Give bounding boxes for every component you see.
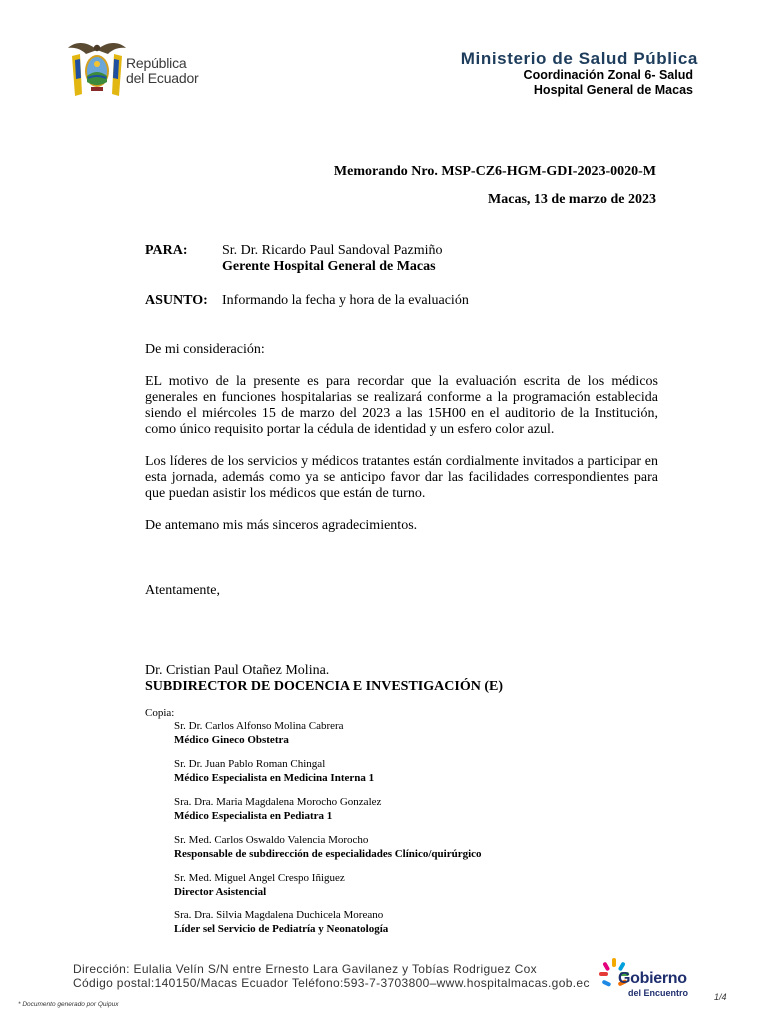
copy-role: Director Asistencial xyxy=(174,886,267,898)
coat-of-arms-icon xyxy=(66,38,128,100)
memo-number: Memorando Nro. MSP-CZ6-HGM-GDI-2023-0020-M xyxy=(333,164,656,179)
copy-role: Médico Gineco Obstetra xyxy=(174,734,289,746)
republic-line2: del Ecuador xyxy=(126,70,199,86)
footer-address: Dirección: Eulalia Velín S/N entre Ernesto Lara Gavilanez y Tobías Rodriguez Cox xyxy=(73,962,538,976)
copy-name: Sr. Med. Miguel Angel Crespo Iñiguez xyxy=(174,872,345,884)
coordination-name: Coordinación Zonal 6- Salud xyxy=(523,68,693,82)
gobierno-del-encuentro-logo xyxy=(598,954,708,1000)
copy-name: Sra. Dra. Maria Magdalena Morocho Gonzalez xyxy=(174,796,382,808)
body-paragraph-2: Los líderes de los servicios y médicos tratantes están cordialmente invitados a participar en esta jornada, además como ya se anticipo favor dar las facilidades correspondientes para que puedan asistir los médicos que están de turno. xyxy=(145,454,658,501)
para-label: PARA: xyxy=(145,243,188,258)
hospital-name: Hospital General de Macas xyxy=(533,83,693,97)
copy-name: Sra. Dra. Silvia Magdalena Duchicela Moreano xyxy=(174,909,384,921)
generated-by-note: * Documento generado por Quipux xyxy=(18,1001,119,1008)
signer-name: Dr. Cristian Paul Otañez Molina. xyxy=(145,663,330,678)
copies-label: Copia: xyxy=(145,707,175,719)
asunto-label: ASUNTO: xyxy=(145,293,208,308)
gob-logo-line2: del Encuentro xyxy=(628,988,689,998)
republic-line1: República xyxy=(126,55,187,71)
greeting: De mi consideración: xyxy=(145,342,265,357)
ministry-title: Ministerio de Salud Pública xyxy=(460,49,698,68)
copy-name: Sr. Dr. Carlos Alfonso Molina Cabrera xyxy=(174,720,344,732)
body-paragraph-1: EL motivo de la presente es para recordar que la evaluación escrita de los médicos generales en funciones hospitalarias se realizará conforme a la programación establecida siendo el miércoles 15 de marzo del 2023 a las 15H00 en el auditorio de la Institución, como único requisito portar la cédula de identidad y un esfero color azul. xyxy=(145,374,658,437)
copy-role: Líder sel Servicio de Pediatría y Neonatología xyxy=(174,923,389,935)
para-recipient-name: Sr. Dr. Ricardo Paul Sandoval Pazmiño xyxy=(222,243,443,258)
body-paragraph-3: De antemano mis más sinceros agradecimientos. xyxy=(145,518,418,533)
gob-logo-line1: Gobierno xyxy=(618,970,687,987)
para-recipient-role: Gerente Hospital General de Macas xyxy=(222,259,436,274)
copy-name: Sr. Med. Carlos Oswaldo Valencia Morocho xyxy=(174,834,369,846)
signer-title: SUBDIRECTOR DE DOCENCIA E INVESTIGACIÓN (E) xyxy=(145,679,503,694)
page-number: 1/4 xyxy=(714,992,727,1002)
copy-role: Médico Especialista en Medicina Interna 1 xyxy=(174,772,375,784)
republic-wordmark xyxy=(126,56,199,86)
asunto-text: Informando la fecha y hora de la evaluación xyxy=(222,293,469,308)
memo-date: Macas, 13 de marzo de 2023 xyxy=(488,192,656,207)
closing: Atentamente, xyxy=(145,583,221,598)
copy-role: Médico Especialista en Pediatra 1 xyxy=(174,810,333,822)
copy-role: Responsable de subdirección de especialidades Clínico/quirúrgico xyxy=(174,848,482,860)
copy-name: Sr. Dr. Juan Pablo Roman Chingal xyxy=(174,758,326,770)
footer-postal: Código postal:140150/Macas Ecuador Teléfono:593-7-3703800–www.hospitalmacas.gob.ec xyxy=(73,976,590,990)
